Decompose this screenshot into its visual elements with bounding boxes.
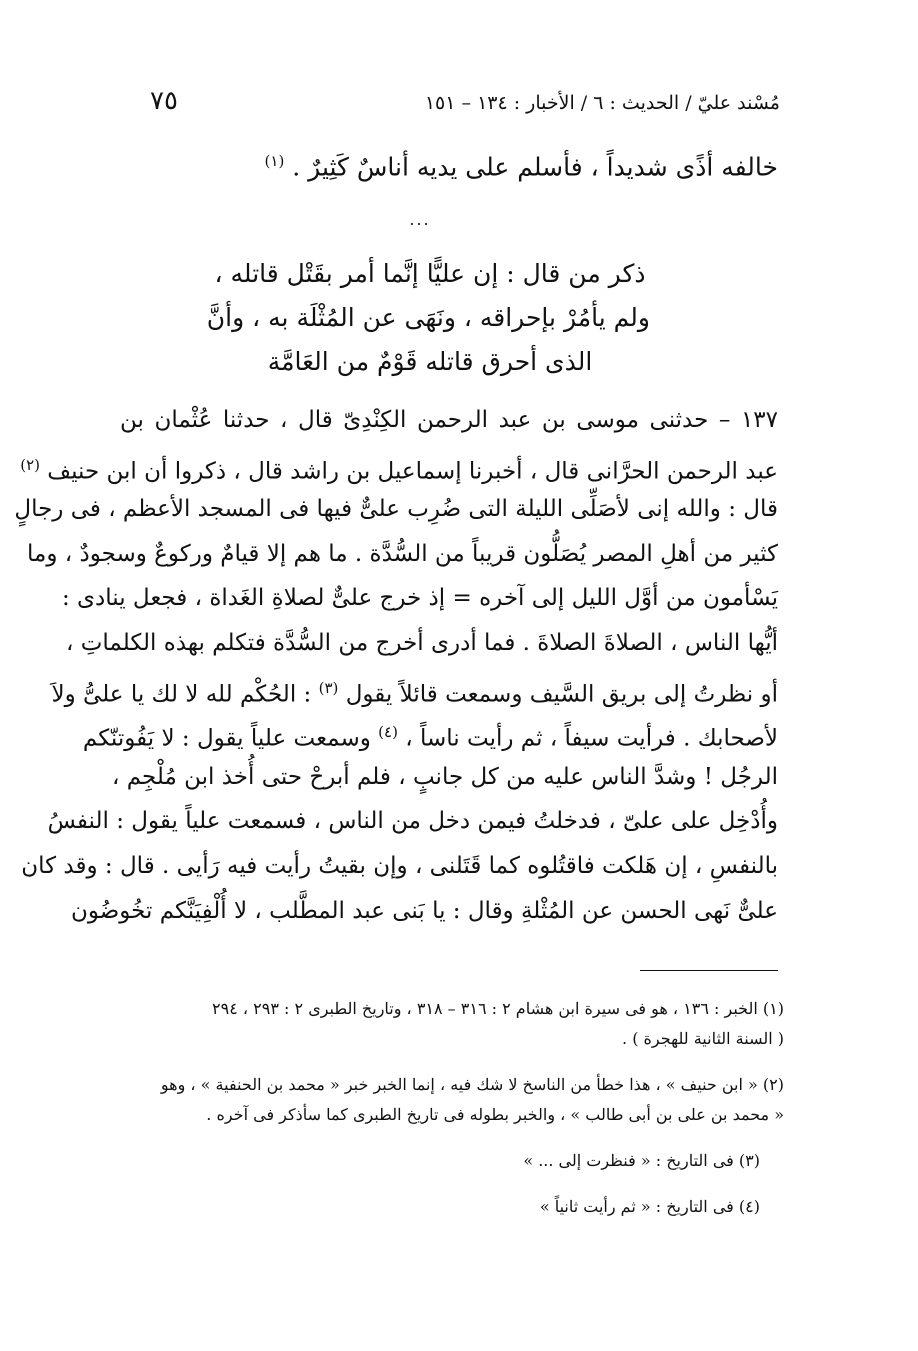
section-heading	[206, 252, 650, 384]
body-line: علىٌّ نَهى الحسن عن المُثْلةِ وقال : يا بَنى عبد المطَّلب ، لا أُلْفِيَنَّكم تخُوضُون	[70, 897, 778, 924]
page-header	[140, 86, 780, 122]
footnote-1-line: ( السنة الثانية للهجرة ) .	[622, 1029, 784, 1048]
footnote-2-line: (٢) « ابن حنيف » ، هذا خطأ من الناسخ لا شك فيه ، إنما الخبر خبر « محمد بن الحنفية » ، وهو	[160, 1075, 784, 1094]
body-line: لأصحابك . فرأيت سيفاً ، ثم رأيت ناساً ، $^{(٤)}$ وسمعت علياً يقول : لا يَفُوتنّكم	[82, 723, 778, 752]
footnote-marker: (٣)	[318, 678, 339, 697]
carryover-text: خالفه أذًى شديداً ، فأسلم على يديه أناسٌ كَثِيرٌ .	[292, 152, 778, 182]
body-line: كثير من أهلِ المصر يُصَلُّون قريباً من السُّدَّة . ما هم إلا قيامٌ وركوعٌ وسجودٌ ، وما	[27, 540, 778, 567]
footnote-3-line: (٣) فى التاريخ : « فنظرت إلى ... »	[523, 1151, 760, 1170]
body-line: يَسْأمون من أوَّل الليل إلى آخره = إذ خرج علىٌّ لصلاةِ الغَداة ، فجعل ينادى :	[61, 585, 778, 612]
body-line: ١٣٧ – حدثنى موسى بن عبد الرحمن الكِنْدِىّ قال ، حدثنا عُثْمان بن	[120, 407, 778, 433]
body-paragraph	[14, 398, 778, 933]
heading-line: ذكر من قال : إن عليًّا إنَّما أمر بقَتْل قاتله ،	[214, 259, 646, 288]
footnote-marker: (١)	[264, 152, 285, 170]
body-line: قال : والله إنى لأصَلِّى الليلة التى ضُرِب علىٌّ فيها فى المسجد الأعظم ، فى رجالٍ	[14, 496, 778, 523]
footnotes	[120, 994, 784, 1222]
heading-line: الذى أحرق قاتله قَوْمٌ من العَامَّة	[267, 347, 593, 376]
footnote-marker: (٤)	[378, 723, 398, 742]
footnote-rule	[640, 970, 778, 971]
carryover-line	[128, 152, 778, 181]
footnote-marker: (٢)	[20, 455, 40, 474]
body-line: بالنفسِ ، إن هَلكت فاقتُلوه كما قَتَلنى ، وإن بقيتُ رأيت فيه رَأيى . قال : وقد كان	[21, 852, 778, 879]
body-line: الرجُل ! وشدَّ الناس عليه من كل جانبٍ ، فلم أبرحْ حتى أُخذ ابن مُلْجِم ،	[111, 763, 778, 790]
body-line: أو نظرتُ إلى بريق السَّيف وسمعت قائلاً يقول $^{(٣)}$ : الحُكْم لله لا لك يا علىُّ ولاَ	[51, 678, 778, 708]
section-separator: ...	[409, 210, 431, 229]
running-head: مُسْند عليّ / الحديث : ٦ / الأخبار : ١٣٤ – ١٥١	[424, 92, 780, 114]
body-line: أيُّها الناس ، الصلاةَ الصلاةَ . فما أدرى أخرج من السُّدَّة فتكلم بهذه الكلماتِ ،	[66, 629, 778, 656]
footnote-4-line: (٤) فى التاريخ : « ثم رأيت ثانياً »	[539, 1197, 760, 1216]
page-number: ٧٥	[150, 86, 178, 116]
footnote-1-line: (١) الخبر : ١٣٦ ، هو فى سيرة ابن هشام ٢ : ٣١٦ – ٣١٨ ، وتاريخ الطبرى ٢ : ٢٩٣ ، ٢٩٤	[212, 999, 784, 1018]
body-line: وأُدْخِل على علىّ ، فدخلتُ فيمن دخل من الناس ، فسمعت علياً يقول : النفسُ	[47, 808, 778, 835]
body-line: عبد الرحمن الحرَّانى قال ، أخبرنا إسماعيل بن راشد قال ، ذكروا أن ابن حنيف $^{(٢)}$	[20, 455, 778, 485]
heading-line: ولم يأمُرْ بإحراقه ، ونَهَى عن المُثْلَة به ، وأنَّ	[206, 303, 650, 332]
footnote-2-line: « محمد بن على بن أبى طالب » ، والخبر بطوله فى تاريخ الطبرى كما سأذكر فى آخره .	[206, 1105, 784, 1124]
